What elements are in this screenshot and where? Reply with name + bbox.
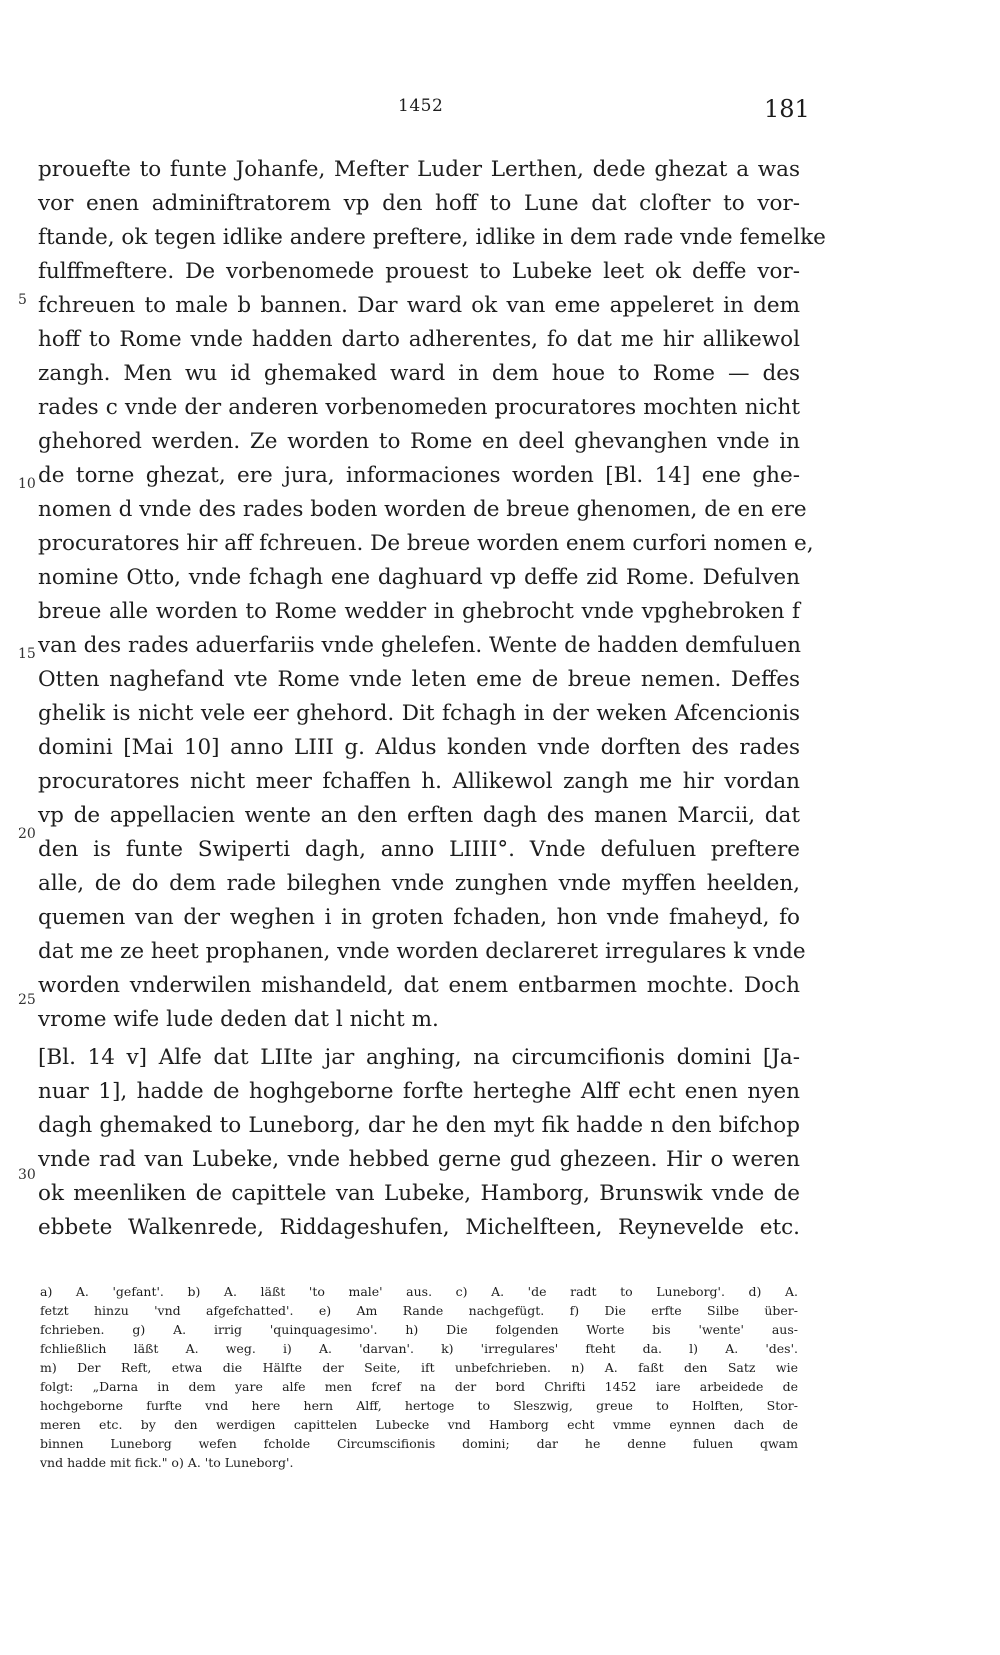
line-number: 15	[18, 646, 36, 662]
text-line: Otten naghefand vte Rome vnde leten eme de breue nemen. Deffes	[38, 667, 800, 692]
text-line: nuar 1], hadde de hoghgeborne forfte herteghe Alff echt enen nyen	[38, 1079, 800, 1104]
footnote-line: hochgeborne furfte vnd here hern Alff, hertoge to Sleszwig, greue to Holften, Stor-	[40, 1398, 798, 1413]
text-line: procuratores hir aff fchreuen. De breue worden enem curfori nomen e,	[38, 531, 814, 556]
text-line: van des rades aduerfariis vnde ghelefen. Wente de hadden demfuluen	[38, 633, 801, 658]
text-line: [Bl. 14 v] Alfe dat LIIte jar anghing, na circumcifionis domini [Ja-	[38, 1045, 800, 1070]
footnote-line: meren etc. by den werdigen capittelen Lubecke vnd Hamborg echt vmme eynnen dach de	[40, 1417, 798, 1432]
footnote-line: a) A. 'gefant'. b) A. läßt 'to male' aus. c) A. 'de radt to Luneborg'. d) A.	[40, 1284, 798, 1299]
footnote-line: m) Der Reft, etwa die Hälfte der Seite, ift unbefchrieben. n) A. faßt den Satz wie	[40, 1360, 798, 1375]
text-line: ebbete Walkenrede, Riddageshufen, Michelfteen, Reynevelde etc.	[38, 1215, 800, 1240]
text-line: dagh ghemaked to Luneborg, dar he den myt fik hadde n den bifchop	[38, 1113, 800, 1138]
text-line: fchreuen to male b bannen. Dar ward ok van eme appeleret in dem	[38, 293, 800, 318]
line-number: 30	[18, 1167, 36, 1183]
text-line: procuratores nicht meer fchaffen h. Allikewol zangh me hir vordan	[38, 769, 800, 794]
text-line: zangh. Men wu id ghemaked ward in dem houe to Rome — des	[38, 361, 800, 386]
text-line: quemen van der weghen i in groten fchaden, hon vnde fmaheyd, fo	[38, 905, 800, 930]
text-line: prouefte to funte Johanfe, Mefter Luder Lerthen, dede ghezat a was	[38, 157, 800, 182]
text-line: de torne ghezat, ere jura, informaciones worden [Bl. 14] ene ghe-	[38, 463, 800, 488]
text-line: alle, de do dem rade bileghen vnde zunghen vnde myffen heelden,	[38, 871, 800, 896]
text-line: ghehored werden. Ze worden to Rome en deel ghevanghen vnde in	[38, 429, 800, 454]
line-number: 20	[18, 826, 36, 842]
footnote-line: vnd hadde mit fick." o) A. 'to Luneborg'.	[40, 1455, 294, 1470]
text-line: ok meenliken de capittele van Lubeke, Hamborg, Brunswik vnde de	[38, 1181, 800, 1206]
text-line: vnde rad van Lubeke, vnde hebbed gerne gud ghezeen. Hir o weren	[38, 1147, 800, 1172]
text-line: vrome wife lude deden dat l nicht m.	[38, 1007, 439, 1032]
line-number: 10	[18, 476, 36, 492]
text-line: vor enen adminiftratorem vp den hoff to Lune dat clofter to vor-	[38, 191, 800, 216]
text-line: hoff to Rome vnde hadden darto adherentes, fo dat me hir allikewol	[38, 327, 800, 352]
text-line: fulffmeftere. De vorbenomede prouest to Lubeke leet ok deffe vor-	[38, 259, 800, 284]
text-line: ghelik is nicht vele eer ghehord. Dit fchagh in der weken Afcencionis	[38, 701, 800, 726]
text-line: breue alle worden to Rome wedder in ghebrocht vnde vpghebroken f	[38, 599, 800, 624]
footnote-line: fchrieben. g) A. irrig 'quinquagesimo'. h) Die folgenden Worte bis 'wente' aus-	[40, 1322, 798, 1337]
line-number: 5	[18, 292, 27, 308]
text-line: dat me ze heet prophanen, vnde worden declareret irregulares k vnde	[38, 939, 806, 964]
text-line: rades c vnde der anderen vorbenomeden procuratores mochten nicht	[38, 395, 800, 420]
text-line: ftande, ok tegen idlike andere preftere, idlike in dem rade vnde femelke	[38, 225, 826, 250]
page-number: 181	[764, 95, 810, 123]
text-line: worden vnderwilen mishandeld, dat enem entbarmen mochte. Doch	[38, 973, 800, 998]
footnote-line: fetzt hinzu 'vnd afgefchatted'. e) Am Rande nachgefügt. f) Die erfte Silbe über-	[40, 1303, 798, 1318]
line-number: 25	[18, 992, 36, 1008]
footnote-line: folgt: „Darna in dem yare alfe men fcref na der bord Chrifti 1452 iare arbeidede de	[40, 1379, 798, 1394]
text-line: nomine Otto, vnde fchagh ene daghuard vp deffe zid Rome. Defulven	[38, 565, 800, 590]
footnote-line: fchließlich läßt A. weg. i) A. 'darvan'. k) 'irregulares' fteht da. l) A. 'des'.	[40, 1341, 798, 1356]
footnote-line: binnen Luneborg wefen fcholde Circumscifionis domini; dar he denne fuluen qwam	[40, 1436, 798, 1451]
header-year: 1452	[398, 96, 444, 116]
text-line: nomen d vnde des rades boden worden de breue ghenomen, de en ere	[38, 497, 807, 522]
text-line: den is funte Swiperti dagh, anno LIIII°. Vnde defuluen preftere	[38, 837, 800, 862]
text-line: domini [Mai 10] anno LIII g. Aldus konden vnde dorften des rades	[38, 735, 800, 760]
text-line: vp de appellacien wente an den erften dagh des manen Marcii, dat	[38, 803, 800, 828]
